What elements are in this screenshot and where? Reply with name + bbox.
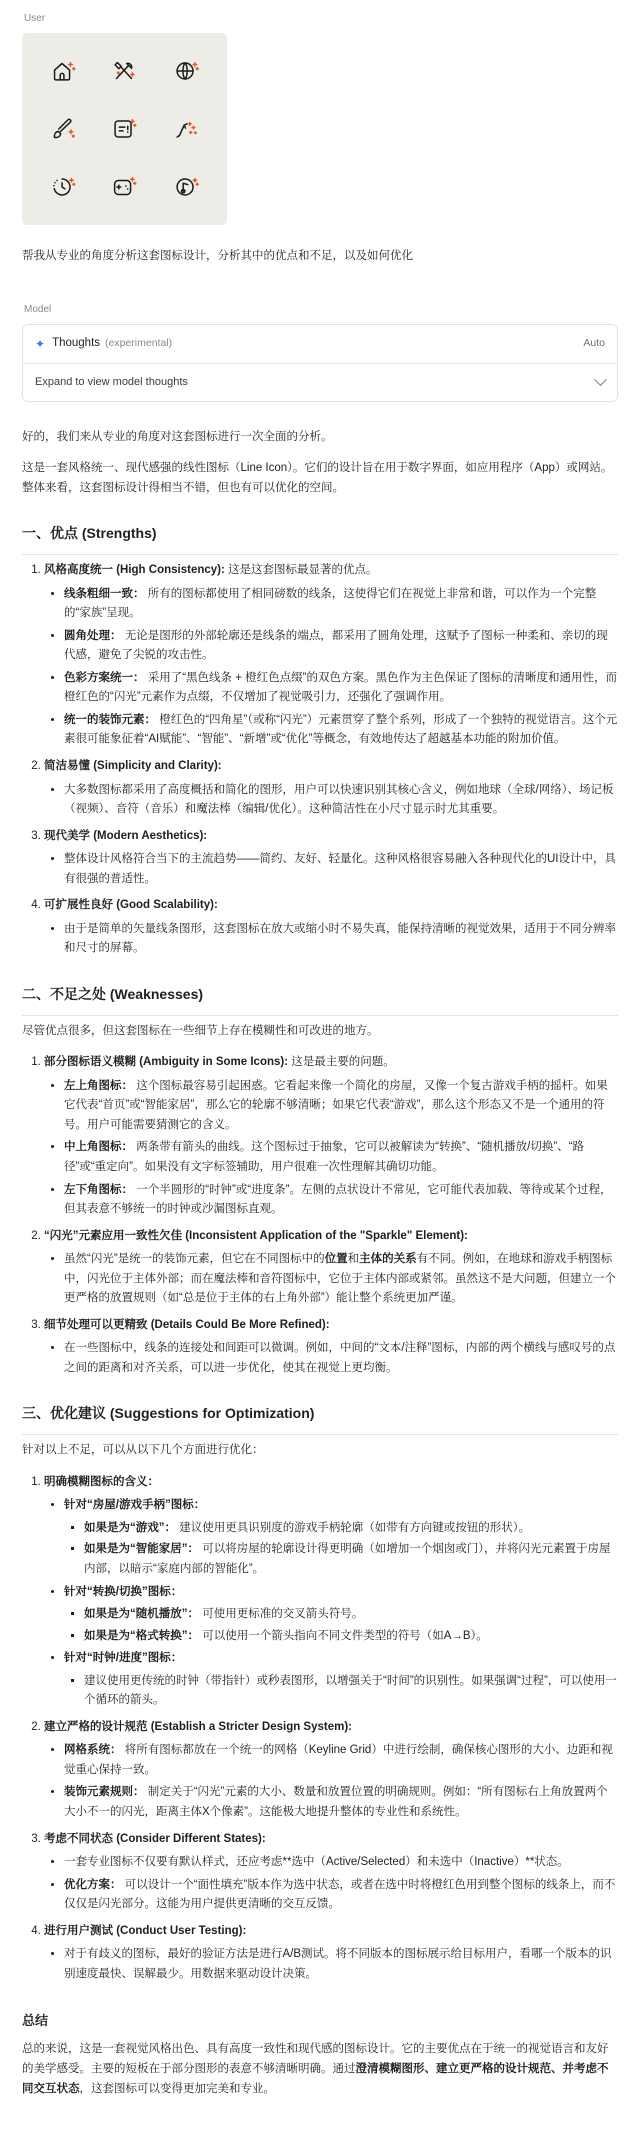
list-item-title: 部分图标语义模糊 (Ambiguity in Some Icons): 这是最主要的问题。 [44,1056,395,1069]
optimization-intro: 针对以上不足，可以从以下几个方面进行优化： [22,1444,264,1457]
chevron-down-icon[interactable] [594,373,607,386]
weaknesses-intro: 尽管优点很多，但这套图标在一些细节上存在模糊性和可改进的地方。 [22,1024,379,1037]
expand-thoughts-label: Expand to view model thoughts [35,375,188,388]
sub-sub-list-item: ▪ 如果是为“智能家居”： 可以将房屋的轮廓设计得更明确（如增加一个烟囱或门），并将闪光元素置于房屋内部，以暗示“家庭内部的智能化”。 [84,1540,618,1579]
sub-list-item: • 针对“时钟/进度”图标： ▪ 建议使用更传统的时钟（带指针）或秒表图形，以增强关于“时间”的识别性。如果强调“过程”，可以使用一个循环的箭头。 [64,1649,618,1711]
sub-sub-list-item: ▪ 建议使用更传统的时钟（带指针）或秒表图形，以增强关于“时间”的识别性。如果强调“过程”，可以使用一个循环的箭头。 [84,1672,618,1711]
list-item [44,1227,618,1309]
list-item-title: 明确模糊图标的含义： [44,1475,159,1488]
game-controller-icon [94,165,156,209]
globe-network-icon [155,49,217,93]
list-item [44,827,618,890]
sub-list [44,1250,618,1309]
list-item-title: 考虑不同状态 (Consider Different States): [44,1832,266,1845]
list-item [44,1922,618,1985]
sub-list-item: • 左下角图标： 一个半圆形的“时钟”或“进度条”。左侧的点状设计不常见，它可能代表加载、等待或某个过程，但其表意不够统一的时钟或沙漏图标直观。 [64,1181,618,1220]
music-note-icon [155,165,217,209]
sub-list-item: • 在一些图标中，线条的连接处和间距可以微调。例如，中间的“文本/注释”图标，内部的两个横线与感叹号的点之间的距离和对齐关系，可以进一步优化，使其在视觉上更均衡。 [64,1339,618,1378]
sub-list-item: • 针对“房屋/游戏手柄”图标： ▪ 如果是为“游戏”： 建议使用更具识别度的游戏手柄轮廓（如带有方向键或按钮的形状）。 ▪ 如果是为“智能家居”： 可以将房屋的轮廓设计得更明确（如增加一个烟囱或门），并将闪光元素置于房屋内部，以暗示“家庭内部的智能化”。 [64,1496,618,1579]
list-item [44,1718,618,1823]
user-section [22,10,618,267]
sub-list [44,1077,618,1220]
sub-list-item: • 装饰元素规则： 制定关于“闪光”元素的大小、数量和放置位置的明确规则。例如：“所有图标右上角放置两个大小不一的闪光，距离主体X个像素”。这能极大地提升整体的专业性和系统性。 [64,1783,618,1822]
weaknesses-list [22,1053,618,1378]
sub-list [44,781,618,820]
sub-list [44,1853,618,1915]
user-prompt-text: 帮我从专业的角度分析这套图标设计，分析其中的优点和不足，以及如何优化 [22,250,413,262]
sub-list-item: • 一套专业图标不仅要有默认样式，还应考虑**选中（Active/Selected）和未选中（Inactive）**状态。 [64,1853,618,1873]
sub-list-item: • 由于是简单的矢量线条图形，这套图标在放大或缩小时不易失真，能保持清晰的视觉效果，适用于不同分辨率和尺寸的屏幕。 [64,920,618,959]
note-annotation-icon [94,107,156,151]
list-item-title: “闪光”元素应用一致性欠佳 (Inconsistent Application of the "Sparkle" Element): [44,1229,468,1242]
sub-list [44,920,618,959]
sub-sub-list-item: ▪ 如果是为“游戏”： 建议使用更具识别度的游戏手柄轮廓（如带有方向键或按钮的形状）。 [84,1519,618,1539]
thoughts-header-row[interactable] [23,325,617,364]
sub-list-item: • 中上角图标： 两条带有箭头的曲线。这个图标过于抽象，它可以被解读为“转换”、“随机播放/切换”、“路径”或“重定向”。如果没有文字标签辅助，用户很难一次性理解其确切功能。 [64,1138,618,1177]
list-item [44,1473,618,1711]
sparkle-icon: ✦ [35,336,46,351]
thoughts-title: Thoughts [52,336,101,349]
list-item-title: 进行用户测试 (Conduct User Testing): [44,1924,247,1937]
house-sparkle-icon [32,49,94,93]
sub-list-item: • 圆角处理： 无论是图形的外部轮廓还是线条的端点，都采用了圆角处理，这赋予了图标一种柔和、亲切的现代感，避免了尖锐的攻击性。 [64,627,618,666]
tools-sparkle-icon [94,49,156,93]
summary-text: 总的来说，这是一套视觉风格出色、具有高度一致性和现代感的图标设计。它的主要优点在于统一的视觉语言和友好的美学感受。主要的短板在于部分图形的表意不够清晰明确。通过澄清模糊图形、建立更严格的设计规范、并考虑不同交互状态，这套图标可以变得更加完美和专业。 [22,2043,609,2095]
thoughts-panel [22,324,618,402]
uploaded-icon-set-image [22,33,227,225]
answer-intro-2: 这是一套风格统一、现代感强的线性图标（Line Icon）。它们的设计旨在用于数字界面，如应用程序（App）或网站。整体来看，这套图标设计得相当不错，但也有可以优化的空间。 [22,462,613,494]
clock-progress-icon [32,165,94,209]
sub-sub-list-item: ▪ 如果是为“格式转换”： 可以使用一个箭头指向不同文件类型的符号（如A→B）。 [84,1627,618,1647]
sub-list-item: • 统一的装饰元素： 橙红色的“四角星”（或称“闪光”）元素贯穿了整个系列，形成了一个独特的视觉语言。这个元素很可能象征着“AI赋能”、“智能”、“新增”或“优化”等概念，有效地传达了超越基本功能的附加价值。 [64,711,618,750]
sub-sub-list [64,1672,618,1711]
sub-list-item: • 优化方案： 可以设计一个“面性填充”版本作为选中状态，或者在选中时将橙红色用到整个图标的线条上，而不仅仅是闪光部分。这能为用户提供更清晰的交互反馈。 [64,1876,618,1915]
sub-list [44,850,618,889]
model-section [22,301,618,402]
list-item-title: 简洁易懂 (Simplicity and Clarity): [44,759,222,772]
sub-list-item: • 对于有歧义的图标，最好的验证方法是进行A/B测试。将不同版本的图标展示给目标用户，看哪一个版本的识别速度最快、误解最少。用数据来驱动设计决策。 [64,1945,618,1984]
thoughts-auto-selector[interactable]: Auto [583,336,605,349]
expand-thoughts-row[interactable] [23,364,617,401]
heading-optimization: 三、优化建议 (Suggestions for Optimization) [22,1402,618,1435]
list-item [44,1053,618,1219]
sub-list-item: • 大多数图标都采用了高度概括和简化的图形，用户可以快速识别其核心含义，例如地球（全球/网络）、场记板（视频）、音符（音乐）和魔法棒（编辑/优化）。这种简洁性在小尺寸显示时尤其重要。 [64,781,618,820]
user-label: User [24,13,46,24]
sub-list-item: • 虽然“闪光”是统一的装饰元素，但它在不同图标中的位置和主体的关系有不同。例如，在地球和游戏手柄图标中，闪光位于主体外部；而在魔法棒和音符图标中，它位于主体内部或紧邻。虽然这不是大问题，但建立一个更严格的放置规则（如“总是位于主体的右上角外部”）能让整个系统更加严谨。 [64,1250,618,1309]
list-item [44,1830,618,1915]
heading-summary: 总结 [22,2013,49,2029]
sub-list-item: • 整体设计风格符合当下的主流趋势——简约、友好、轻量化。这种风格很容易融入各种现代化的UI设计中，具有很强的普适性。 [64,850,618,889]
heading-strengths: 一、优点 (Strengths) [22,522,618,555]
sub-list-item: • 色彩方案统一： 采用了“黑色线条 + 橙红色点缀”的双色方案。黑色作为主色保证了图标的清晰度和通用性，而橙红色的“闪光”元素作为点缀，不仅增加了视觉吸引力，还强化了强调作用。 [64,669,618,708]
sub-list [44,1496,618,1710]
model-answer [22,428,618,2099]
strengths-list [22,561,618,959]
list-item-title: 细节处理可以更精致 (Details Could Be More Refined): [44,1318,330,1331]
sub-list-item: • 网格系统： 将所有图标都放在一个统一的网格（Keyline Grid）中进行绘制，确保核心图形的大小、边距和视觉重心保持一致。 [64,1741,618,1780]
list-item [44,757,618,820]
list-item-title: 现代美学 (Modern Aesthetics): [44,829,208,842]
thoughts-experimental-tag: (experimental) [105,336,173,349]
list-item [44,561,618,750]
sub-list [44,1339,618,1378]
list-item-title: 可扩展性良好 (Good Scalability): [44,899,218,912]
sub-list [44,585,618,750]
paint-brush-icon [32,107,94,151]
sub-sub-list-item: ▪ 如果是为“随机播放”： 可使用更标准的交叉箭头符号。 [84,1605,618,1625]
sub-sub-list [64,1519,618,1580]
sub-list [44,1741,618,1822]
list-item-title: 风格高度统一 (High Consistency): 这是这套图标最显著的优点。 [44,564,378,577]
heading-weaknesses: 二、不足之处 (Weaknesses) [22,983,618,1016]
sub-list [44,1945,618,1984]
list-item [44,896,618,959]
sub-list-item: • 左上角图标： 这个图标最容易引起困惑。它看起来像一个简化的房屋，又像一个复古游戏手柄的摇杆。如果它代表“首页”或“智能家居”，那么它的轮廓不够清晰；如果它代表“游戏”，那么这个形态又不是一个通用的符号。用户可能需要猜测它的含义。 [64,1077,618,1136]
list-item-title: 建立严格的设计规范 (Establish a Stricter Design System): [44,1720,353,1733]
list-item [44,1316,618,1379]
model-label: Model [24,303,52,315]
optimization-list [22,1473,618,1985]
sub-list-item: • 针对“转换/切换”图标： ▪ 如果是为“随机播放”： 可使用更标准的交叉箭头符号。 ▪ 如果是为“格式转换”： 可以使用一个箭头指向不同文件类型的符号（如A→B）。 [64,1583,618,1647]
fireworks-sparkle-icon [155,107,217,151]
sub-sub-list [64,1605,618,1646]
sub-list-item: • 线条粗细一致： 所有的图标都使用了相同磅数的线条，这使得它们在视觉上非常和谐，可以作为一个完整的“家族”呈现。 [64,585,618,624]
answer-intro-1: 好的，我们来从专业的角度对这套图标进行一次全面的分析。 [22,430,333,443]
